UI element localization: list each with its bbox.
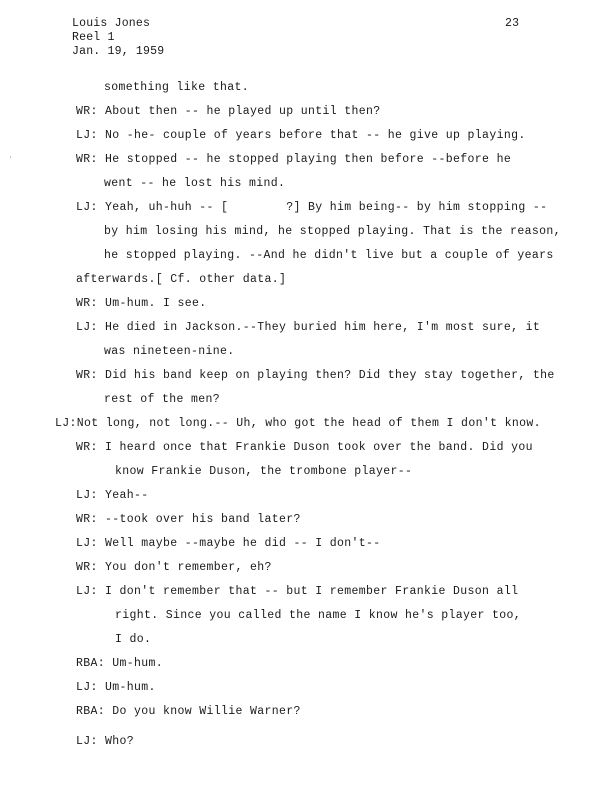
- transcript-line: WR: I heard once that Frankie Duson took over the band. Did you: [76, 441, 533, 454]
- transcript-line: rest of the men?: [104, 393, 221, 406]
- transcript-line: WR: --took over his band later?: [76, 513, 301, 526]
- header-name: Louis Jones: [72, 17, 151, 30]
- header-reel: Reel 1: [72, 31, 115, 44]
- transcript-line: he stopped playing. --And he didn't live but a couple of years: [104, 249, 554, 262]
- transcript-line: LJ: Um-hum.: [76, 681, 156, 694]
- transcript-line: WR: You don't remember, eh?: [76, 561, 272, 574]
- transcript-line: I do.: [115, 633, 152, 646]
- margin-mark: ˙: [8, 157, 13, 166]
- transcript-line: went -- he lost his mind.: [104, 177, 286, 190]
- transcript-line: LJ: He died in Jackson.--They buried him here, I'm most sure, it: [76, 321, 541, 334]
- transcript-line: LJ: Well maybe --maybe he did -- I don't--: [76, 537, 381, 550]
- transcript-line: know Frankie Duson, the trombone player--: [115, 465, 413, 478]
- transcript-line: WR: About then -- he played up until then?: [76, 105, 381, 118]
- transcript-line: by him losing his mind, he stopped playing. That is the reason,: [104, 225, 561, 238]
- transcript-line: LJ:Not long, not long.-- Uh, who got the head of them I don't know.: [55, 417, 541, 430]
- transcript-line: RBA: Do you know Willie Warner?: [76, 705, 301, 718]
- transcript-line: WR: Um-hum. I see.: [76, 297, 207, 310]
- transcript-line: LJ: Yeah, uh-huh -- [ ?] By him being-- by him stopping --: [76, 201, 548, 214]
- transcript-line: was nineteen-nine.: [104, 345, 235, 358]
- transcript-line: WR: He stopped -- he stopped playing then before --before he: [76, 153, 512, 166]
- page-number: 23: [505, 17, 520, 30]
- header-date: Jan. 19, 1959: [72, 45, 165, 58]
- transcript-line: LJ: No -he- couple of years before that -- he give up playing.: [76, 129, 526, 142]
- transcript-line: afterwards.[ Cf. other data.]: [76, 273, 287, 286]
- transcript-line: LJ: I don't remember that -- but I remember Frankie Duson all: [76, 585, 519, 598]
- transcript-line: LJ: Yeah--: [76, 489, 149, 502]
- transcript-line: something like that.: [104, 81, 250, 94]
- transcript-line: WR: Did his band keep on playing then? Did they stay together, the: [76, 369, 555, 382]
- transcript-line: LJ: Who?: [76, 735, 135, 748]
- transcript-line: right. Since you called the name I know he's player too,: [115, 609, 522, 622]
- transcript-line: RBA: Um-hum.: [76, 657, 164, 670]
